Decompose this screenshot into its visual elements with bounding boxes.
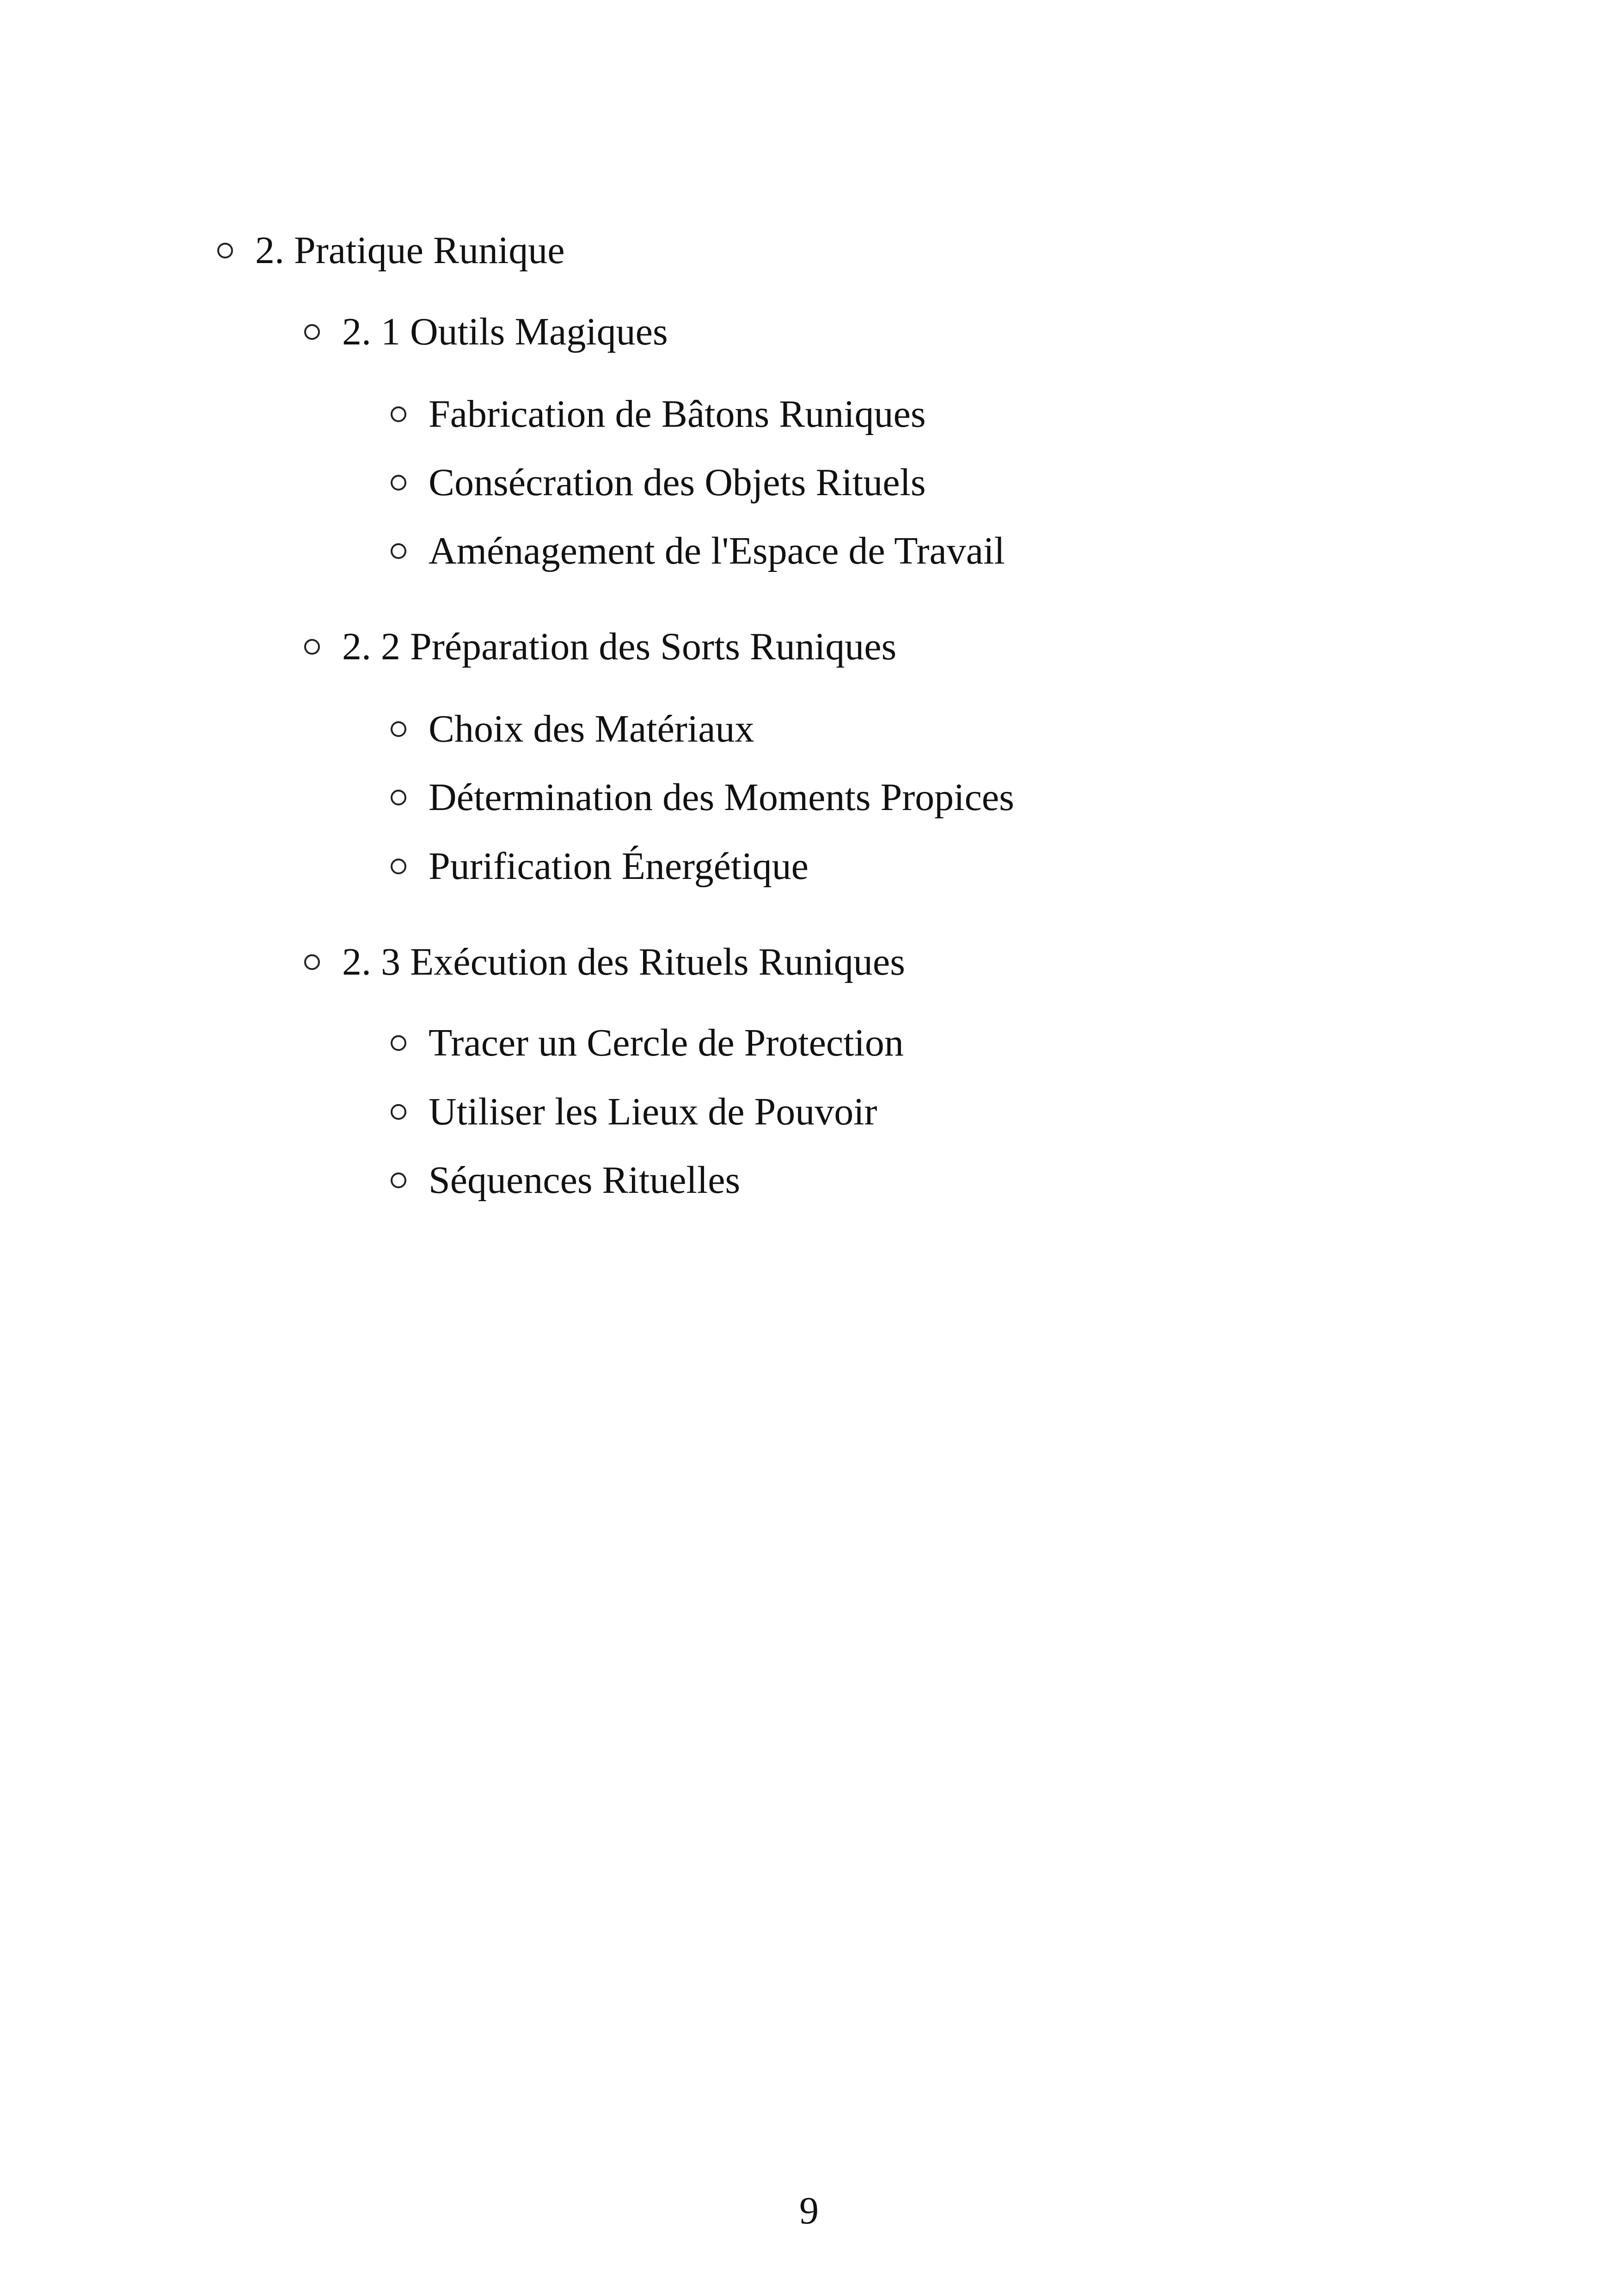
toc-subsection [304, 310, 668, 353]
toc-item [391, 529, 1005, 572]
toc-subsection [304, 627, 896, 666]
circle-bullet-icon [391, 721, 406, 737]
toc-subsection-title: 2. 1 Outils Magiques [342, 310, 668, 353]
toc-section-title: 2. Pratique Runique [255, 229, 565, 272]
toc-item-label: Choix des Matériaux [429, 707, 754, 750]
circle-bullet-icon [391, 475, 406, 491]
toc-subsection [304, 940, 905, 983]
circle-bullet-icon [391, 1104, 406, 1120]
toc-item-label: Tracer un Cercle de Protection [429, 1021, 904, 1064]
circle-bullet-icon [391, 859, 406, 874]
page-number: 9 [799, 2189, 819, 2232]
toc-item [391, 1090, 877, 1133]
toc-item [391, 707, 754, 750]
toc-item [391, 847, 809, 886]
toc-item-label: Aménagement de l'Espace de Travail [429, 529, 1005, 572]
circle-bullet-icon [304, 639, 320, 655]
circle-bullet-icon [391, 790, 406, 805]
circle-bullet-icon [391, 543, 406, 559]
toc-item [391, 395, 926, 434]
toc-item-label: Fabrication de Bâtons Runiques [429, 393, 926, 436]
toc-item-label: Utiliser les Lieux de Pouvoir [429, 1090, 877, 1133]
toc-item [391, 1161, 740, 1200]
circle-bullet-icon [391, 1035, 406, 1051]
toc-subsection-title: 2. 2 Préparation des Sorts Runiques [342, 625, 897, 668]
toc-item-label: Détermination des Moments Propices [429, 776, 1014, 819]
toc-item-label: Purification Énergétique [429, 845, 809, 888]
circle-bullet-icon [217, 243, 233, 258]
circle-bullet-icon [391, 406, 406, 422]
toc-item [391, 1021, 904, 1064]
toc-item [391, 778, 1014, 817]
circle-bullet-icon [304, 954, 320, 970]
toc-item-label: Consécration des Objets Rituels [429, 461, 926, 504]
circle-bullet-icon [391, 1173, 406, 1188]
circle-bullet-icon [304, 324, 320, 340]
toc-item-label: Séquences Rituelles [429, 1159, 741, 1202]
toc-item [391, 463, 926, 502]
toc-subsection-title: 2. 3 Exécution des Rituels Runiques [342, 940, 905, 983]
toc-section [217, 231, 565, 270]
